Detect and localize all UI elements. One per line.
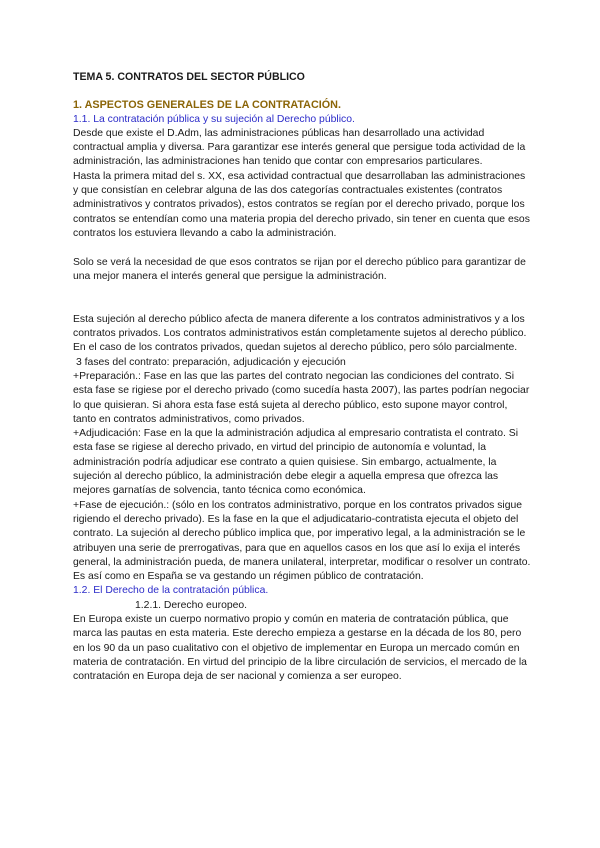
paragraph: Esta sujeción al derecho público afecta de manera diferente a los contratos administrativos y a los contratos privados. Los contratos administrativos están completamente sujetos al derecho público. En el caso de los contratos privados, quedan sujetos al derecho público, pero sólo parcialmente. xyxy=(73,313,527,354)
subsection-heading-1-2-1: 1.2.1. Derecho europeo. xyxy=(135,599,248,611)
blank-line xyxy=(73,284,533,313)
document-body xyxy=(73,70,533,684)
paragraph: En Europa existe un cuerpo normativo propio y común en materia de contratación pública, que marca las pautas en esta materia. Este derecho empieza a gestarse en la década de los 80, pero en los 90 da un paso cualitativo con el objetivo de implementar en Europa un mercado común en materia de contratación. En virtud del principio de la libre circulación de servicios, el mercado de la contratación en Europa deja de ser nacional y comienza a ser europeo. xyxy=(73,613,527,683)
subsection-heading-1-2: 1.2. El Derecho de la contratación pública. xyxy=(73,585,269,597)
paragraph: Desde que existe el D.Adm, las administraciones públicas han desarrollado una actividad contractual amplia y diversa. Para garantizar ese interés general que persigue toda actividad de la administración, las administraciones han tenido que contar con empresarios particulares. xyxy=(73,127,526,168)
paragraph: Solo se verá la necesidad de que esos contratos se rijan por el derecho público para garantizar de una mejor manera el interés general que persigue la administración. xyxy=(73,256,526,282)
subsection-heading-1-1: 1.1. La contratación pública y su sujeción al Derecho público. xyxy=(73,113,355,125)
paragraph: +Preparación.: Fase en las que las partes del contrato negocian las condiciones del contrato. Si esta fase se rigiese por el derecho privado (como sucedía hasta 2007), las partes podrían negociar lo que quisieran. Si ahora esta fase está sujeta al derecho público, esto supone mayor control, tanto en contratos administrativos, como privados. xyxy=(73,370,530,425)
document-title: TEMA 5. CONTRATOS DEL SECTOR PÚBLICO xyxy=(73,71,305,83)
paragraph: +Adjudicación: Fase en la que la administración adjudica al empresario contratista el contrato. Si esta fase se rigiese al derecho privado, en virtud del principio de autonomía e voluntad, la administración podría adjudicar ese contrato a quien quisiese. Sin embargo, actualmente, la sujeción al derecho público, la administración debe elegir a aquella empresa que ofrezca las mejores garnatías de solvencia, tanto técnica como económica. xyxy=(73,428,519,497)
paragraph: +Fase de ejecución.: (sólo en los contratos administrativo, porque en los contratos privados sigue rigiendo el derecho privado). Es la fase en la que el adjudicatario-contratista ejecuta el objeto del contrato. La sujeción al derecho público implica que, por imperativo legal, a la administración se le atribuyen una serie de prerrogativas, para que en aquellos casos en los que así lo exija el interés general, la administración pueda, de manera unilateral, interpretar, modificar o resolver un contrato. xyxy=(73,499,531,568)
paragraph: Hasta la primera mitad del s. XX, esa actividad contractual que desarrollaban las administraciones y que consistían en celebrar alguna de las dos categorías contractuales existentes (contratos administrativos y contratos privados), estos contratos se regían por el derecho privado, porque los contratos se entendían como una materia propia del derecho privado, sin tener en cuenta que esos contratos los estuviera llevando a cabo la administración. xyxy=(73,170,530,239)
blank-line xyxy=(73,241,533,255)
paragraph: Es así como en España se va gestando un régimen público de contratación. xyxy=(73,571,424,583)
section-heading-1: 1. ASPECTOS GENERALES DE LA CONTRATACIÓN. xyxy=(73,99,341,112)
paragraph: 3 fases del contrato: preparación, adjudicación y ejecución xyxy=(76,356,346,368)
